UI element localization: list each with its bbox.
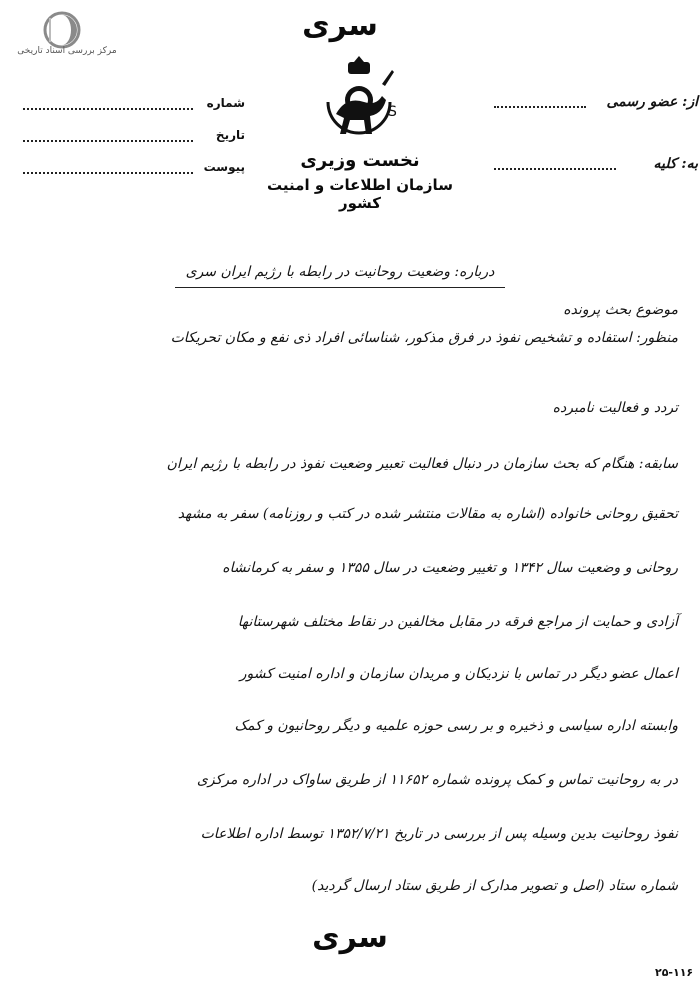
- body-line: تردد و فعالیت نامبرده: [552, 400, 678, 416]
- svg-text:S: S: [388, 104, 397, 120]
- field-line: [494, 168, 616, 170]
- footer-code: ۲۵-۱۱۶: [655, 966, 694, 979]
- field-label-from: از: عضو رسمی: [606, 94, 698, 110]
- body-line: تحقیق روحانی خانواده (اشاره به مقالات منتشر شده در کتب و روزنامه) سفر به مشهد: [177, 506, 678, 522]
- field-label-date: تاریخ: [215, 128, 245, 142]
- field-label-number: شماره: [206, 96, 245, 110]
- field-line: [23, 108, 193, 110]
- org-name-line1: نخست وزیری: [300, 150, 420, 171]
- classification-top: سری: [302, 8, 378, 43]
- body-line: سابقه: هنگام که بحث سازمان در دنبال فعالیت تعبیر وضعیت نفوذ در رابطه با رژیم ایران: [166, 456, 678, 472]
- field-label-attachment: پیوست: [203, 160, 245, 174]
- field-line: [494, 106, 586, 108]
- field-label-to: به: کلیه: [653, 156, 698, 172]
- watermark-text: مرکز بررسی اسناد تاریخی: [17, 46, 117, 56]
- document-center-logo-icon: [40, 10, 84, 50]
- body-line: اعمال عضو دیگر در تماس با نزدیکان و مریدان سازمان و اداره امنیت کشور: [239, 666, 678, 682]
- field-number: [20, 96, 245, 112]
- body-line: در به روحانیت تماس و کمک پرونده شماره ۱۱۶۵۲ از طریق ساواک در اداره مرکزی: [196, 772, 678, 788]
- field-line: [23, 172, 193, 174]
- lion-and-sun-emblem-icon: [318, 54, 400, 150]
- body-line: موضوع بحث پرونده: [563, 302, 678, 318]
- field-date: [20, 128, 245, 144]
- field-to: [490, 156, 698, 174]
- body-line: منظور: استفاده و تشخیص نفوذ در فرق مذکور، شناسائی افراد ذی نفع و مکان تحریکات: [170, 330, 678, 346]
- body-line: آزادی و حمایت از مراجع فرقه در مقابل مخالفین در نقاط مختلف شهرستانها: [237, 614, 678, 630]
- body-line: وابسته اداره سیاسی و ذخیره و بر رسی حوزه علمیه و دیگر روحانیون و کمک: [234, 718, 678, 734]
- body-line: روحانی و وضعیت سال ۱۳۴۲ و تغییر وضعیت در سال ۱۳۵۵ و سفر به کرمانشاه: [222, 560, 678, 576]
- body-line: شماره ستاد (اصل و تصویر مدارک از طریق ستاد ارسال گردید): [311, 878, 678, 894]
- org-name-line2: سازمان اطلاعات و امنیت کشور: [267, 176, 453, 212]
- classification-bottom: سری: [312, 920, 388, 955]
- field-from: [490, 94, 698, 112]
- subject-underline: [175, 287, 505, 288]
- subject-line: درباره: وضعیت روحانیت در رابطه با رژیم ایران سری: [185, 264, 495, 280]
- body-line: نفوذ روحانیت بدین وسیله پس از بررسی در تاریخ ۱۳۵۲/۷/۲۱ توسط اداره اطلاعات: [200, 826, 678, 842]
- field-attachment: [20, 160, 245, 176]
- field-line: [23, 140, 193, 142]
